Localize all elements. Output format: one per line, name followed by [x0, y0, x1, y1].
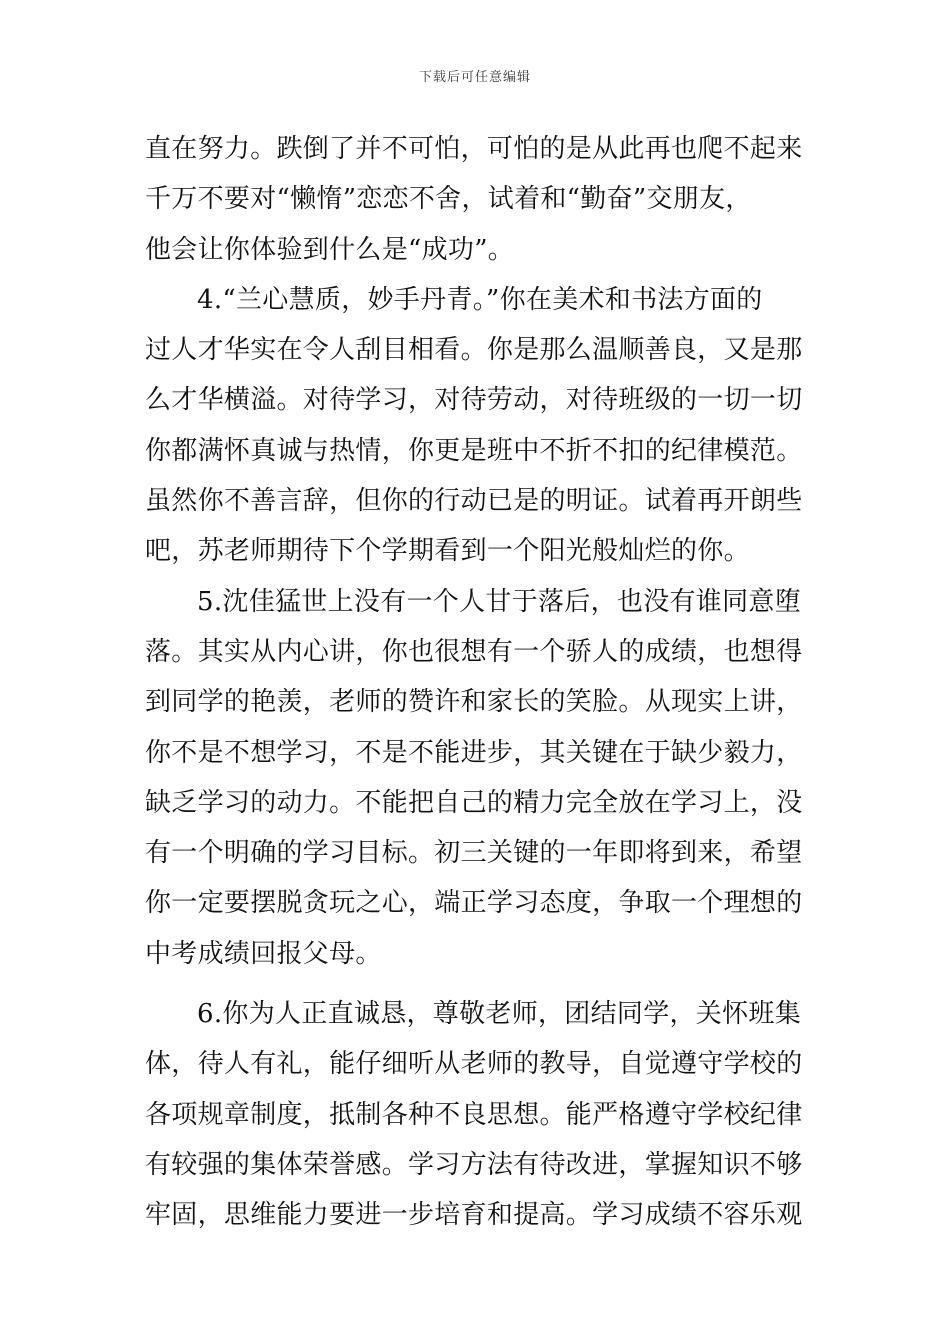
paragraph-spacer	[145, 979, 810, 989]
text-line: 落。其实从内心讲，你也很想有一个骄人的成绩，也想得	[145, 636, 803, 667]
text-line: 体，待人有礼，能仔细听从老师的教导，自觉遵守学校的	[145, 1049, 803, 1080]
text-line: 各项规章制度，抵制各种不良思想。能严格遵守学校纪律	[145, 1099, 803, 1130]
document-body	[145, 124, 810, 1241]
text-line: 你不是不想学习，不是不能进步，其关键在于缺少毅力，	[145, 737, 803, 768]
text-line: 直在努力。跌倒了并不可怕，可怕的是从此再也爬不起来	[145, 134, 803, 164]
text-line: 吧，苏老师期待下个学期看到一个阳光般灿烂的你。	[145, 536, 750, 567]
page-header: 下载后可任意编辑	[418, 70, 531, 85]
text-line: 么才华横溢。对待学习，对待劳动，对待班级的一切一切	[145, 385, 803, 416]
paragraph-item-5	[145, 577, 810, 979]
text-line: 你都满怀真诚与热情，你更是班中不折不扣的纪律模范。	[145, 435, 803, 466]
text-line: 到同学的艳羡，老师的赞许和家长的笑脸。从现实上讲，	[145, 687, 803, 718]
text-line: 缺乏学习的动力。不能把自己的精力完全放在学习上，没	[145, 787, 803, 818]
text-line: 4.“兰心慧质，妙手丹青。”你在美术和书法方面的	[197, 284, 763, 315]
text-line: 他会让你体验到什么是“成功”。	[145, 234, 515, 265]
text-line: 虽然你不善言辞，但你的行动已是的明证。试着再开朗些	[145, 486, 803, 517]
text-line: 有一个明确的学习目标。初三关键的一年即将到来，希望	[145, 838, 803, 869]
paragraph-item-6	[145, 989, 810, 1240]
text-line: 6.你为人正直诚恳，尊敬老师，团结同学，关怀班集	[197, 999, 802, 1030]
text-line: 5.沈佳猛世上没有一个人甘于落后，也没有谁同意堕	[197, 586, 802, 617]
text-line: 牢固，思维能力要进一步培育和提高。学习成绩不容乐观	[145, 1200, 803, 1231]
text-line: 你一定要摆脱贪玩之心，端正学习态度，争取一个理想的	[145, 888, 803, 919]
text-line: 千万不要对“懒惰”恋恋不舍，试着和“勤奋”交朋友，	[145, 184, 752, 215]
text-line: 有较强的集体荣誉感。学习方法有待改进，掌握知识不够	[145, 1149, 803, 1180]
text-line: 过人才华实在令人刮目相看。你是那么温顺善良，又是那	[145, 335, 803, 366]
text-line: 中考成绩回报父母。	[145, 938, 382, 969]
paragraph-item-4	[145, 275, 810, 577]
paragraph-continuation	[145, 124, 810, 275]
